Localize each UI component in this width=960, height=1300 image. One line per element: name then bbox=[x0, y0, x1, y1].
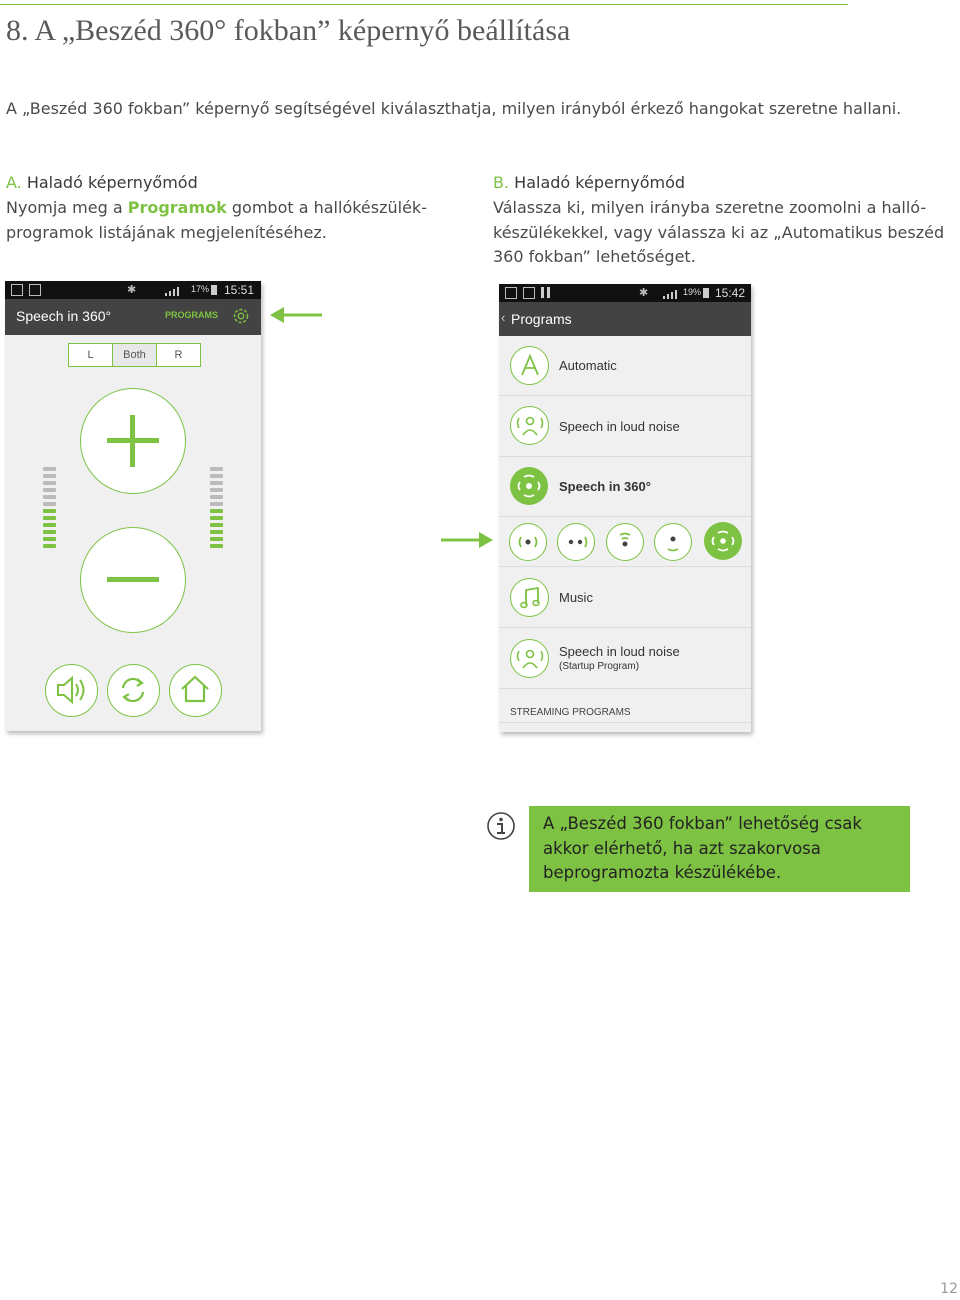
programs-button[interactable]: PROGRAMS bbox=[165, 310, 219, 320]
minus-icon bbox=[103, 550, 163, 610]
image-icon bbox=[523, 287, 535, 299]
side-selector bbox=[68, 343, 201, 367]
notification-icon bbox=[505, 287, 517, 299]
program-label: Speech in 360° bbox=[559, 479, 651, 494]
intro-text: A „Beszéd 360 fokban” képernyő segítségével kiválaszthatja, milyen irányból érkező hangokat szeretne hallani. bbox=[6, 99, 902, 118]
info-icon bbox=[486, 811, 516, 841]
speech-360-icon bbox=[510, 467, 548, 505]
image-icon bbox=[29, 284, 41, 296]
program-row-speech-360[interactable] bbox=[499, 457, 751, 517]
side-left-button[interactable]: L bbox=[87, 349, 94, 361]
program-row-speech-loud-noise[interactable] bbox=[499, 396, 751, 457]
section-a-title: Haladó képernyőmód bbox=[26, 173, 198, 192]
pause-icon bbox=[541, 287, 544, 298]
section-b-heading bbox=[493, 173, 685, 192]
left-volume-meter bbox=[43, 467, 56, 551]
direction-left-right-icon[interactable] bbox=[509, 523, 547, 561]
mute-button[interactable] bbox=[45, 664, 98, 717]
sync-icon bbox=[117, 674, 149, 706]
section-b-line1: Válassza ki, milyen irányba szeretne zoomolni a halló- bbox=[493, 198, 927, 217]
phone-a-screen bbox=[5, 281, 261, 731]
battery-percent: 19% bbox=[683, 287, 702, 297]
speaker-icon bbox=[55, 675, 87, 705]
program-row-speech-loud-noise-startup[interactable] bbox=[499, 628, 751, 689]
bluetooth-icon: ✱ bbox=[639, 287, 649, 299]
section-a-heading bbox=[6, 173, 198, 192]
bluetooth-icon: ✱ bbox=[127, 284, 137, 296]
side-both-button[interactable]: Both bbox=[112, 344, 157, 366]
clock: 15:42 bbox=[715, 286, 746, 300]
direction-all-icon[interactable] bbox=[704, 522, 742, 560]
arrow-left-icon bbox=[268, 305, 324, 325]
volume-up-button[interactable] bbox=[80, 388, 186, 494]
section-b-line2: készülékekkel, vagy válassza ki az „Automatikus beszéd bbox=[493, 222, 945, 242]
info-note-text bbox=[543, 812, 862, 886]
battery-icon bbox=[211, 285, 217, 295]
automatic-icon bbox=[510, 346, 549, 385]
speech-noise-icon bbox=[510, 406, 549, 445]
direction-selector bbox=[499, 517, 751, 567]
arrow-right-icon bbox=[439, 530, 495, 550]
back-chevron-icon[interactable]: ‹ bbox=[501, 310, 506, 325]
section-a-body-post: gombot a hallókészülék- bbox=[231, 198, 427, 217]
section-a-letter: A. bbox=[6, 173, 22, 192]
app-bar bbox=[499, 302, 751, 336]
page-number: 12 bbox=[940, 1281, 958, 1297]
music-icon bbox=[510, 578, 549, 617]
status-bar bbox=[499, 284, 751, 302]
section-b-body bbox=[493, 196, 953, 270]
programs-highlight: Programok bbox=[127, 198, 227, 217]
info-note bbox=[529, 806, 910, 892]
speech-noise-icon bbox=[510, 639, 549, 678]
info-line1: A „Beszéd 360 fokban” lehetőség csak bbox=[543, 814, 862, 833]
info-line2: akkor elérhető, ha azt szakorvosa bbox=[543, 838, 821, 858]
volume-down-button[interactable] bbox=[80, 527, 186, 633]
section-a-body-line2: programok listájának megjelenítéséhez. bbox=[6, 222, 327, 242]
signal-icon bbox=[663, 290, 677, 302]
home-button[interactable] bbox=[169, 664, 222, 717]
signal-icon bbox=[165, 287, 179, 296]
notification-icon bbox=[11, 284, 23, 296]
page-title: 8. A „Beszéd 360° fokban” képernyő beállítása bbox=[6, 14, 571, 47]
program-label: Speech in loud noise bbox=[559, 644, 680, 659]
section-b-letter: B. bbox=[493, 173, 510, 192]
sync-button[interactable] bbox=[107, 664, 160, 717]
section-b-title: Haladó képernyőmód bbox=[514, 173, 686, 192]
gear-icon[interactable] bbox=[231, 306, 251, 331]
phone-b-screen bbox=[499, 284, 751, 732]
header-rule bbox=[0, 4, 848, 5]
section-a-body bbox=[6, 196, 426, 245]
direction-front-icon[interactable] bbox=[606, 523, 644, 561]
home-icon bbox=[179, 673, 211, 705]
section-a-body-pre: Nyomja meg a bbox=[6, 198, 123, 217]
program-row-music[interactable] bbox=[499, 567, 751, 628]
program-label: Automatic bbox=[559, 358, 617, 373]
streaming-label: STREAMING PROGRAMS bbox=[510, 707, 631, 718]
program-sublabel: (Startup Program) bbox=[559, 661, 640, 672]
plus-icon bbox=[103, 411, 163, 471]
streaming-section bbox=[499, 689, 751, 723]
right-volume-meter bbox=[210, 467, 223, 551]
program-row-automatic[interactable] bbox=[499, 336, 751, 396]
program-label: Music bbox=[559, 590, 593, 605]
clock: 15:51 bbox=[224, 283, 255, 297]
battery-percent: 17% bbox=[191, 284, 210, 294]
battery-icon bbox=[703, 288, 709, 298]
app-bar bbox=[5, 299, 261, 335]
side-right-button[interactable]: R bbox=[174, 349, 183, 361]
info-line3: beprogramozta készülékébe. bbox=[543, 863, 782, 882]
program-label: Speech in loud noise bbox=[559, 419, 680, 434]
pause-icon-bar bbox=[547, 287, 550, 298]
status-bar bbox=[5, 281, 261, 299]
direction-both-icon[interactable] bbox=[557, 523, 595, 561]
section-b-line3: 360 fokban” lehetőséget. bbox=[493, 247, 696, 266]
programs-header[interactable]: Programs bbox=[511, 311, 572, 327]
screen-title: Speech in 360° bbox=[16, 308, 112, 324]
direction-back-icon[interactable] bbox=[654, 523, 692, 561]
